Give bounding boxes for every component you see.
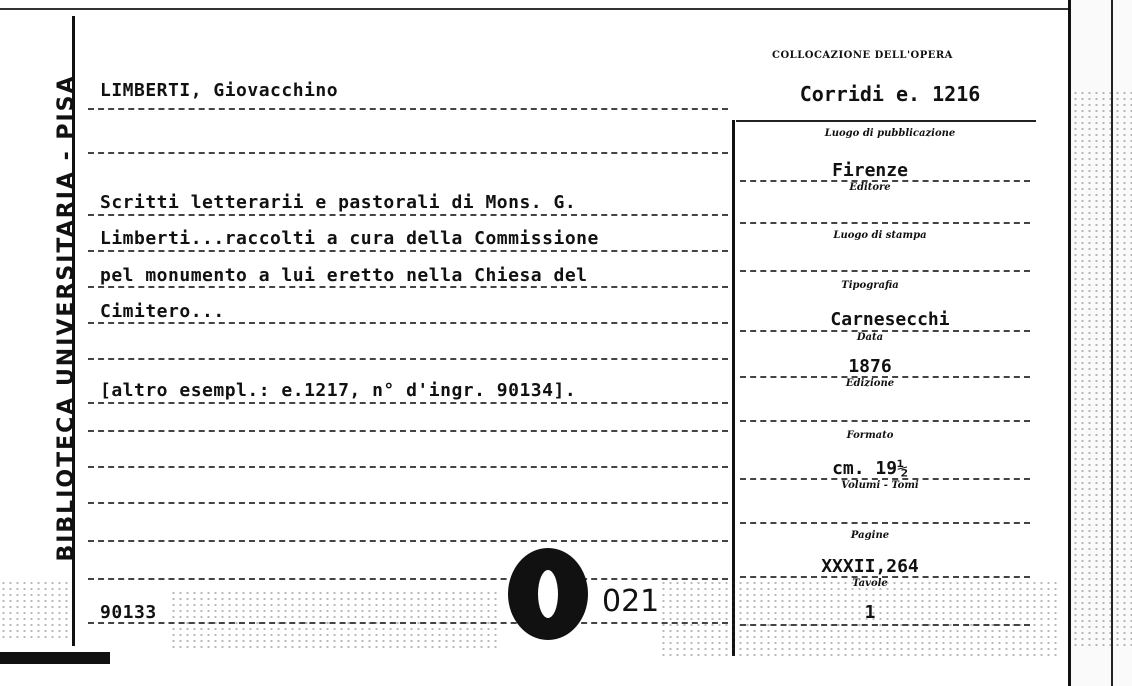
ruled-line [88,214,728,216]
scan-noise [1072,90,1132,650]
ruled-line [88,358,728,360]
author-name: LIMBERTI, Giovacchino [100,80,339,101]
ruled-line [88,108,728,110]
field-label-volumes: Volumi - Tomi [841,480,919,491]
field-label-plates: Tavole [852,578,888,589]
scan-noise [0,580,70,640]
field-label-date: Data [856,332,884,343]
title-line-3: pel monumento a lui eretto nella Chiesa del [100,265,588,286]
ink-stamp [508,548,588,640]
shelfmark: Corridi e. 1216 [799,82,981,106]
card-top-border [0,0,1068,10]
field-rule [740,522,1030,524]
sidebar-top-rule [736,120,1036,122]
card-edge-bar [0,652,110,664]
ink-stamp-hole [538,570,558,618]
ruled-line [88,286,728,288]
field-label-print-place: Luogo di stampa [833,230,927,241]
ruled-line [88,502,728,504]
ruled-line [88,540,728,542]
field-rule [740,270,1030,272]
ruled-line [88,250,728,252]
field-rule [740,222,1030,224]
copy-note: [altro esempl.: e.1217, n° d'ingr. 90134]. [100,380,577,401]
ruled-line [88,430,728,432]
field-value-plates: 1 [864,602,876,623]
field-value-pages: XXXII,264 [821,556,919,577]
field-value-place: Firenze [832,160,908,181]
ruled-line [88,322,728,324]
scan-noise [170,590,500,650]
title-line-4: Cimitero... [100,301,225,322]
ruled-line [88,578,728,580]
field-label-printer: Tipografia [841,280,899,291]
handwritten-number: 021 [602,584,660,619]
ruled-line [88,466,728,468]
field-label-publisher: Editore [849,182,891,193]
title-line-2: Limberti...raccolti a cura della Commissione [100,228,599,249]
accession-number: 90133 [100,602,157,623]
field-label-pages: Pagine [850,530,890,541]
ruled-line [88,152,728,154]
column-rule [732,120,735,656]
field-rule [740,420,1030,422]
ruled-line [88,622,728,624]
title-line-1: Scritti letterarii e pastorali di Mons. G. [100,192,577,213]
field-label-place: Luogo di pubblicazione [824,128,956,139]
collocation-header: COLLOCAZIONE DELL'OPERA [772,50,953,61]
field-rule [740,624,1030,626]
field-value-printer: Carnesecchi [830,309,950,330]
ruled-line [88,402,728,404]
field-label-format: Formato [846,430,894,441]
field-value-format: cm. 19½ [832,458,908,479]
library-stamp: BIBLIOTECA UNIVERSITARIA - PISA [54,74,79,562]
field-value-date: 1876 [848,356,892,377]
field-label-edition: Edizione [845,378,895,389]
